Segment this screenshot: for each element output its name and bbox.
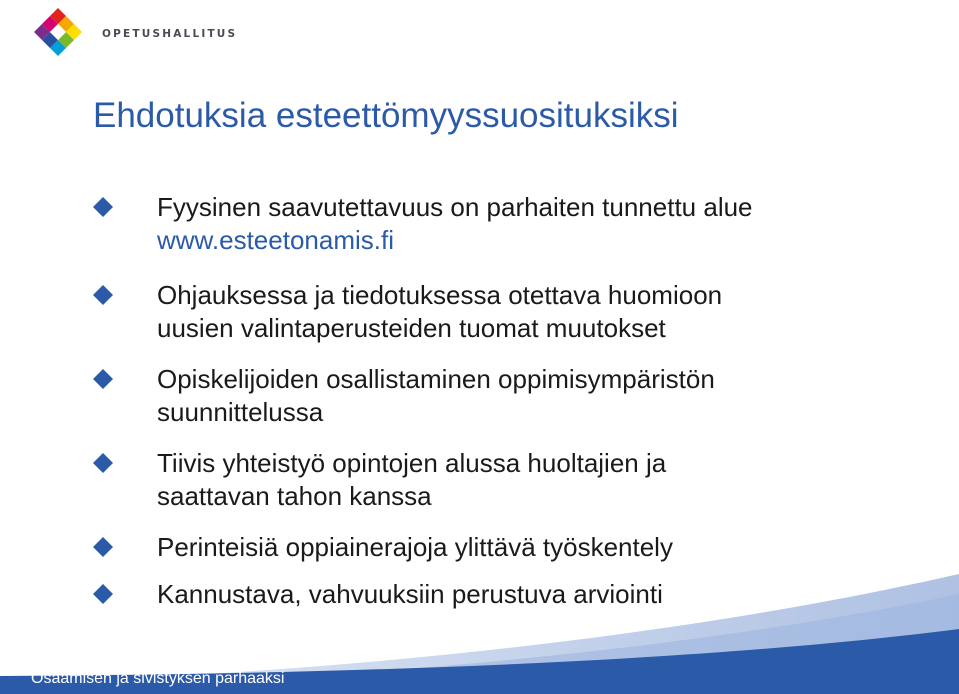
bullet-text: Tiivis yhteistyö opintojen alussa huoltajien ja: [157, 448, 667, 478]
bullet-text: Opiskelijoiden osallistaminen oppimisympäristön: [157, 364, 715, 394]
diamond-logo-icon: [30, 6, 86, 62]
bullet-text: Perinteisiä oppiainerajoja ylittävä työskentely: [157, 532, 673, 562]
bullet-item: [93, 447, 913, 513]
diamond-bullet-icon: [93, 285, 113, 305]
bullet-text: Ohjauksessa ja tiedotuksessa otettava huomioon: [157, 280, 723, 310]
bullet-text: Kannustava, vahvuuksiin perustuva arviointi: [157, 579, 663, 609]
bullet-text: Fyysinen saavutettavuus on parhaiten tunnettu alue: [157, 192, 753, 222]
bullet-item: [93, 191, 913, 257]
bullet-item: [93, 279, 913, 345]
logo-text: OPETUSHALLITUS: [102, 28, 238, 40]
diamond-bullet-icon: [93, 197, 113, 217]
footer-tagline: Osaamisen ja sivistyksen parhaaksi: [31, 670, 285, 687]
slide-title: Ehdotuksia esteettömyyssuosituksiksi: [93, 96, 679, 135]
bullet-text-continued: saattavan tahon kanssa: [157, 481, 432, 511]
opetushallitus-logo: [30, 6, 237, 62]
diamond-bullet-icon: [93, 369, 113, 389]
bullet-text-continued: suunnittelussa: [157, 397, 324, 427]
diamond-bullet-icon: [93, 453, 113, 473]
bullet-text-continued: uusien valintaperusteiden tuomat muutokset: [157, 313, 666, 343]
esteetonamis-link[interactable]: www.esteetonamis.fi: [157, 225, 394, 255]
bullet-item: [93, 363, 913, 429]
